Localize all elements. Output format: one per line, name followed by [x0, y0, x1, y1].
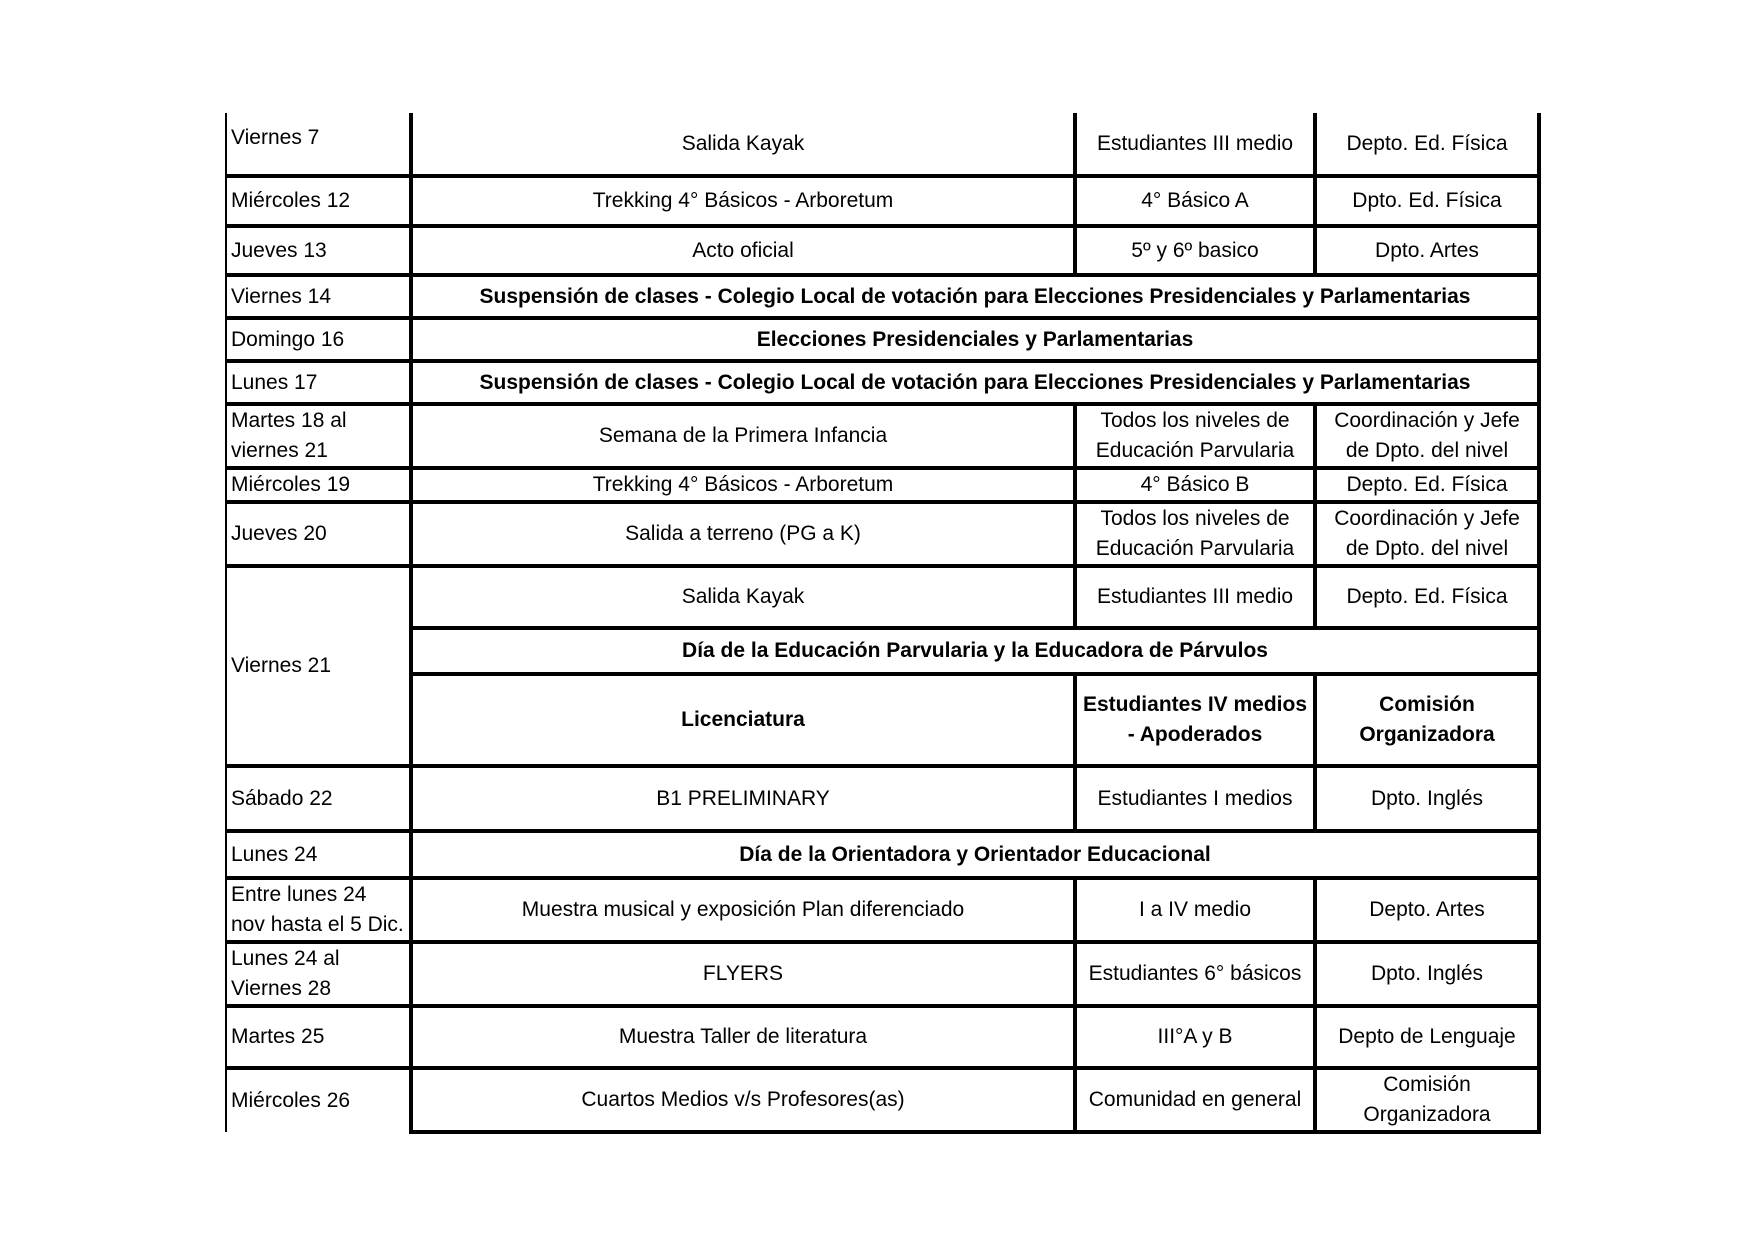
- date-cell: Miércoles 19: [226, 468, 411, 502]
- activity-cell: Salida a terreno (PG a K): [411, 502, 1075, 566]
- activity-cell: Muestra musical y exposición Plan diferenciado: [411, 878, 1075, 942]
- participants-cell: III°A y B: [1075, 1006, 1315, 1068]
- participants-cell: Comunidad en general: [1075, 1068, 1315, 1132]
- responsible-cell: Coordinación y Jefe de Dpto. del nivel: [1315, 502, 1539, 566]
- date-cell: Jueves 20: [226, 502, 411, 566]
- responsible-cell: Dpto. Ed. Física: [1315, 176, 1539, 226]
- responsible-cell: Depto. Ed. Física: [1315, 566, 1539, 628]
- activity-cell: FLYERS: [411, 942, 1075, 1006]
- table-row: [226, 502, 1539, 566]
- responsible-cell: Dpto. Inglés: [1315, 766, 1539, 831]
- date-cell: Jueves 13: [226, 226, 411, 275]
- date-cell: Martes 25: [226, 1006, 411, 1068]
- responsible-cell: Coordinación y Jefe de Dpto. del nivel: [1315, 404, 1539, 468]
- table-row: [226, 831, 1539, 878]
- table-row: [226, 674, 1539, 766]
- table-row: [226, 942, 1539, 1006]
- date-cell: Lunes 24: [226, 831, 411, 878]
- date-cell: Viernes 14: [226, 275, 411, 318]
- participants-cell: Estudiantes IV medios - Apoderados: [1075, 674, 1315, 766]
- span-event-cell: Suspensión de clases - Colegio Local de votación para Elecciones Presidenciales y Parlamentarias: [411, 361, 1539, 404]
- table-row: [226, 1068, 1539, 1132]
- responsible-cell: Dpto. Inglés: [1315, 942, 1539, 1006]
- table-row: [226, 361, 1539, 404]
- activity-cell: Trekking 4° Básicos - Arboretum: [411, 176, 1075, 226]
- date-cell: Entre lunes 24 nov hasta el 5 Dic.: [226, 878, 411, 942]
- participants-cell: Estudiantes III medio: [1075, 566, 1315, 628]
- span-event-cell: Día de la Orientadora y Orientador Educacional: [411, 831, 1539, 878]
- participants-cell: 4° Básico A: [1075, 176, 1315, 226]
- participants-cell: I a IV medio: [1075, 878, 1315, 942]
- responsible-cell: Depto. Artes: [1315, 878, 1539, 942]
- responsible-cell: Dpto. Artes: [1315, 226, 1539, 275]
- activity-cell: Acto oficial: [411, 226, 1075, 275]
- date-cell: Sábado 22: [226, 766, 411, 831]
- responsible-cell: Depto. Ed. Física: [1315, 113, 1539, 176]
- activity-cell: Licenciatura: [411, 674, 1075, 766]
- date-cell: Domingo 16: [226, 318, 411, 361]
- date-cell: Viernes 7: [226, 113, 411, 176]
- participants-cell: Estudiantes 6° básicos: [1075, 942, 1315, 1006]
- table-row: [226, 566, 1539, 628]
- participants-cell: Todos los niveles de Educación Parvularia: [1075, 404, 1315, 468]
- activity-cell: Salida Kayak: [411, 566, 1075, 628]
- table-row: [226, 176, 1539, 226]
- activity-cell: Muestra Taller de literatura: [411, 1006, 1075, 1068]
- span-event-cell: Elecciones Presidenciales y Parlamentarias: [411, 318, 1539, 361]
- activity-cell: Trekking 4° Básicos - Arboretum: [411, 468, 1075, 502]
- responsible-cell: Comisión Organizadora: [1315, 1068, 1539, 1132]
- span-event-cell: Día de la Educación Parvularia y la Educadora de Párvulos: [411, 628, 1539, 674]
- participants-cell: 4° Básico B: [1075, 468, 1315, 502]
- participants-cell: Estudiantes I medios: [1075, 766, 1315, 831]
- date-cell: Lunes 17: [226, 361, 411, 404]
- responsible-cell: Depto. Ed. Física: [1315, 468, 1539, 502]
- activity-cell: B1 PRELIMINARY: [411, 766, 1075, 831]
- participants-cell: 5º y 6º basico: [1075, 226, 1315, 275]
- date-cell: Miércoles 26: [226, 1068, 411, 1132]
- table-row: [226, 878, 1539, 942]
- table-row: [226, 468, 1539, 502]
- table-row: [226, 226, 1539, 275]
- calendar-table: [225, 113, 1541, 1134]
- activity-cell: Semana de la Primera Infancia: [411, 404, 1075, 468]
- activity-cell: Salida Kayak: [411, 113, 1075, 176]
- participants-cell: Estudiantes III medio: [1075, 113, 1315, 176]
- date-cell: Miércoles 12: [226, 176, 411, 226]
- participants-cell: Todos los niveles de Educación Parvularia: [1075, 502, 1315, 566]
- responsible-cell: Depto de Lenguaje: [1315, 1006, 1539, 1068]
- table-row: [226, 113, 1539, 176]
- span-event-cell: Suspensión de clases - Colegio Local de votación para Elecciones Presidenciales y Parlamentarias: [411, 275, 1539, 318]
- table-row: [226, 766, 1539, 831]
- table-row: [226, 628, 1539, 674]
- responsible-cell: Comisión Organizadora: [1315, 674, 1539, 766]
- table-row: [226, 1006, 1539, 1068]
- activity-cell: Cuartos Medios v/s Profesores(as): [411, 1068, 1075, 1132]
- date-cell: Viernes 21: [226, 566, 411, 766]
- table-row: [226, 404, 1539, 468]
- date-cell: Lunes 24 al Viernes 28: [226, 942, 411, 1006]
- date-cell: Martes 18 al viernes 21: [226, 404, 411, 468]
- table-row: [226, 318, 1539, 361]
- table-row: [226, 275, 1539, 318]
